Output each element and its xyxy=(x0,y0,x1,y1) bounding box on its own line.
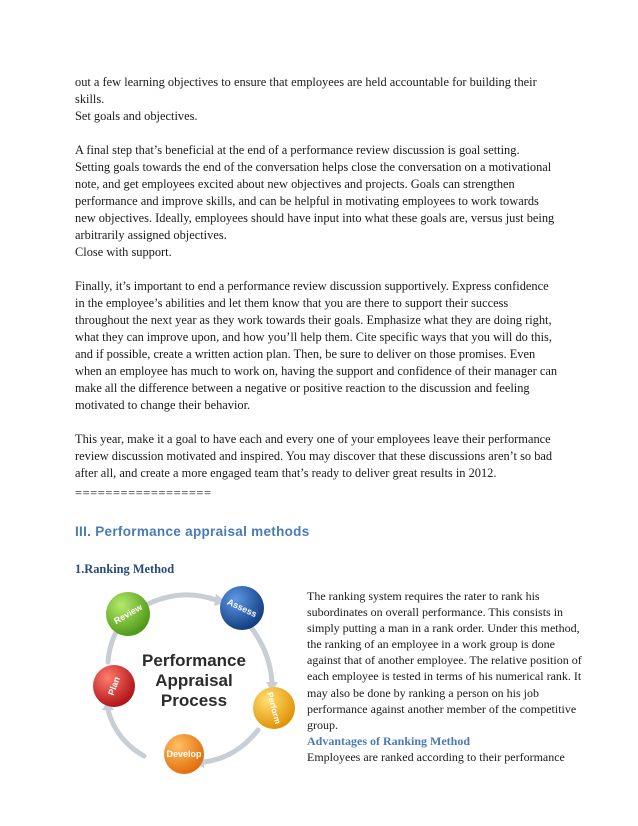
advantages-heading: Advantages of Ranking Method xyxy=(307,733,471,748)
text-line: when an employee has much to work on, having the support and confidence of their manager can xyxy=(75,364,558,378)
performance-appraisal-process-diagram xyxy=(92,582,296,774)
text-line: after all, and create a more engaged team that’s ready to deliver great results in 2012. xyxy=(75,466,497,480)
stage-develop-label: Develop xyxy=(166,749,202,759)
text-line: group. xyxy=(307,717,338,732)
text-line: arbitrarily assigned objectives. xyxy=(75,228,227,242)
text-line: make all the difference between a negative or positive reaction to the discussion and feeling xyxy=(75,381,530,395)
stage-develop xyxy=(164,734,204,774)
text-line: and if possible, create a written action plan. Then, be sure to deliver on those promises. Even xyxy=(75,347,536,361)
center-line-3: Process xyxy=(160,691,228,710)
subsection-title: 1.Ranking Method xyxy=(75,562,175,576)
stage-assess xyxy=(220,586,264,630)
text-line: out a few learning objectives to ensure that employees are held accountable for building their xyxy=(75,75,537,89)
text-line: what they can improve upon, and how you’ll help them. Cite specific ways that you will do this, xyxy=(75,330,552,344)
diagram-center-title xyxy=(142,651,246,710)
text-line: This year, make it a goal to have each and every one of your employees leave their performance xyxy=(75,432,551,446)
stage-perform-label: Perform xyxy=(264,690,284,726)
text-line: in the employee’s abilities and let them know that you are there to support their success xyxy=(75,296,509,310)
stage-review xyxy=(106,592,150,636)
stage-plan xyxy=(93,665,135,707)
stage-plan-label: Plan xyxy=(106,675,122,697)
text-line: skills. xyxy=(75,92,105,106)
text-line: subordinates on overall performance. This consists in xyxy=(307,605,564,620)
text-line: note, and get employees excited about new objectives and projects. Goals can strengthen xyxy=(75,177,515,191)
text-line: simply putting a man in a rank order. Under this method, xyxy=(307,621,580,636)
text-line: motivated to change their behavior. xyxy=(75,398,251,412)
section-title: III. Performance appraisal methods xyxy=(75,524,310,539)
ranking-method-description xyxy=(307,588,597,765)
text-line: performance and improve skills, and can be helpful in motivating employees to work towards xyxy=(75,194,539,208)
text-line: Setting goals towards the end of the conversation helps close the conversation on a motivational xyxy=(75,160,552,174)
text-line: new objectives. Ideally, employees should have input into what these goals are, versus just being xyxy=(75,211,555,225)
separator: ================== xyxy=(75,486,212,500)
text-line: throughout the next year as they work towards their goals. Emphasize what they are doing right, xyxy=(75,313,552,327)
text-line: each employee is tested in terms of his numerical rank. It xyxy=(307,669,582,684)
text-line: Close with support. xyxy=(75,245,172,259)
center-line-2: Appraisal xyxy=(155,671,233,690)
text-line: may also be done by ranking a person on his job xyxy=(307,685,539,700)
stage-assess-label: Assess xyxy=(225,596,259,620)
text-line: Employees are ranked according to their performance xyxy=(307,749,565,764)
text-line: The ranking system requires the rater to rank his xyxy=(307,589,540,603)
text-line: performance against another member of the competitive xyxy=(307,701,577,716)
text-line: against that of another employee. The relative position of xyxy=(307,653,582,668)
text-line: Set goals and objectives. xyxy=(75,109,198,123)
text-line: Finally, it’s important to end a performance review discussion supportively. Express confidence xyxy=(75,279,549,293)
stage-review-label: Review xyxy=(112,601,144,627)
stage-perform xyxy=(253,687,295,729)
text-line: review discussion motivated and inspired. You may discover that these discussions aren’t so bad xyxy=(75,449,553,463)
center-line-1: Performance xyxy=(142,651,246,670)
text-line: the ranking of an employee in a work group is done xyxy=(307,637,555,652)
text-line: A final step that’s beneficial at the end of a performance review discussion is goal setting. xyxy=(75,143,520,157)
